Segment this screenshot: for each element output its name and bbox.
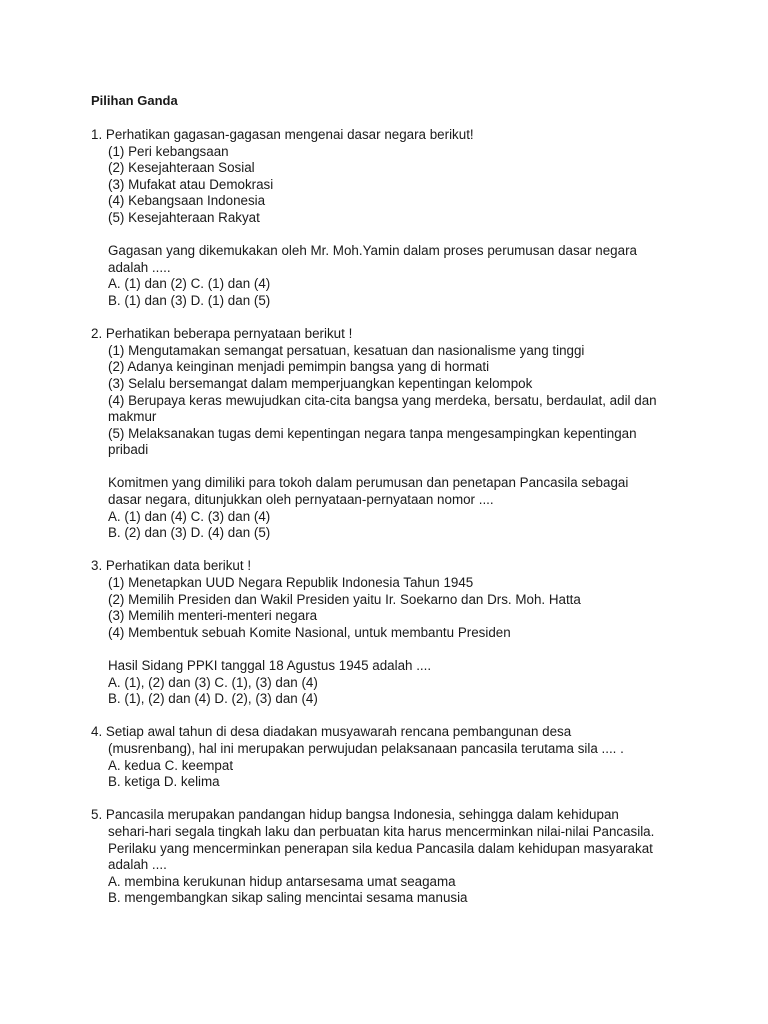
spacer — [91, 310, 691, 327]
statement-item: pribadi — [108, 442, 149, 458]
question-stem: 2. Perhatikan beberapa pernyataan berikut ! — [91, 326, 353, 342]
question-4 — [91, 724, 691, 790]
question-continuation: (musrenbang), hal ini merupakan perwujudan pelaksanaan pancasila terutama sila .... . — [108, 740, 624, 756]
statement-item: (4) Membentuk sebuah Komite Nasional, untuk membantu Presiden — [108, 624, 511, 640]
statement-item: (1) Menetapkan UUD Negara Republik Indonesia Tahun 1945 — [108, 575, 474, 591]
question-3 — [91, 558, 691, 707]
statement-item: (5) Kesejahteraan Rakyat — [108, 209, 260, 225]
statement-item: (1) Peri kebangsaan — [108, 143, 229, 159]
spacer — [91, 542, 691, 559]
spacer — [91, 227, 691, 244]
statement-item: makmur — [108, 409, 157, 425]
question-stem: 4. Setiap awal tahun di desa diadakan musyawarah rencana pembangunan desa — [91, 724, 572, 740]
answer-options: B. ketiga D. kelima — [108, 774, 220, 790]
section-title: Pilihan Ganda — [91, 93, 178, 108]
statement-item: (2) Adanya keinginan menjadi pemimpin bangsa yang di hormati — [108, 359, 490, 375]
question-prompt: adalah ..... — [108, 259, 171, 275]
spacer — [91, 459, 691, 476]
answer-options: A. (1) dan (2) C. (1) dan (4) — [108, 276, 271, 292]
question-prompt: Hasil Sidang PPKI tanggal 18 Agustus 1945 adalah .... — [108, 658, 432, 673]
statement-item: (3) Selalu bersemangat dalam memperjuangkan kepentingan kelompok — [108, 375, 533, 391]
question-prompt: Gagasan yang dikemukakan oleh Mr. Moh.Yamin dalam proses perumusan dasar negara — [108, 243, 637, 259]
answer-options: B. (2) dan (3) D. (4) dan (5) — [108, 525, 271, 541]
answer-options: A. kedua C. keempat — [108, 757, 234, 773]
spacer — [91, 791, 691, 808]
question-prompt: dasar negara, ditunjukkan oleh pernyataan-pernyataan nomor .... — [108, 492, 494, 508]
statement-item: (2) Kesejahteraan Sosial — [108, 160, 255, 176]
statement-item: (4) Berupaya keras mewujudkan cita-cita bangsa yang merdeka, bersatu, berdaulat, adil dan — [108, 392, 657, 408]
question-list — [91, 127, 691, 907]
answer-options: A. (1), (2) dan (3) C. (1), (3) dan (4) — [108, 674, 318, 690]
question-prompt: Komitmen yang dimiliki para tokoh dalam perumusan dan penetapan Pancasila sebagai — [108, 475, 629, 491]
question-stem: 3. Perhatikan data berikut ! — [91, 558, 252, 574]
answer-options: B. (1) dan (3) D. (1) dan (5) — [108, 292, 271, 308]
question-5 — [91, 807, 691, 907]
statement-item: (5) Melaksanakan tugas demi kepentingan negara tanpa mengesampingkan kepentingan — [108, 425, 637, 441]
answer-options: B. (1), (2) dan (4) D. (2), (3) dan (4) — [108, 691, 318, 707]
question-stem: 1. Perhatikan gagasan-gagasan mengenai dasar negara berikut! — [91, 127, 474, 142]
spacer — [91, 708, 691, 725]
question-1 — [91, 127, 691, 310]
question-2 — [91, 326, 691, 542]
statement-item: (3) Memilih menteri-menteri negara — [108, 608, 318, 624]
statement-item: (4) Kebangsaan Indonesia — [108, 193, 266, 209]
statement-item: (3) Mufakat atau Demokrasi — [108, 176, 274, 192]
answer-options: B. mengembangkan sikap saling mencintai sesama manusia — [108, 890, 468, 906]
statement-item: (1) Mengutamakan semangat persatuan, kesatuan dan nasionalisme yang tinggi — [108, 342, 585, 358]
spacer — [91, 641, 691, 658]
answer-options: A. (1) dan (4) C. (3) dan (4) — [108, 508, 271, 524]
statement-item: (2) Memilih Presiden dan Wakil Presiden yaitu Ir. Soekarno dan Drs. Moh. Hatta — [108, 591, 581, 607]
question-continuation: adalah .... — [108, 857, 167, 873]
question-continuation: sehari-hari segala tingkah laku dan perbuatan kita harus mencerminkan nilai-nilai Pancasila. — [108, 823, 655, 839]
question-continuation: Perilaku yang mencerminkan penerapan sila kedua Pancasila dalam kehidupan masyarakat — [108, 840, 653, 856]
answer-options: A. membina kerukunan hidup antarsesama umat seagama — [108, 873, 456, 889]
question-stem: 5. Pancasila merupakan pandangan hidup bangsa Indonesia, sehingga dalam kehidupan — [91, 807, 619, 823]
